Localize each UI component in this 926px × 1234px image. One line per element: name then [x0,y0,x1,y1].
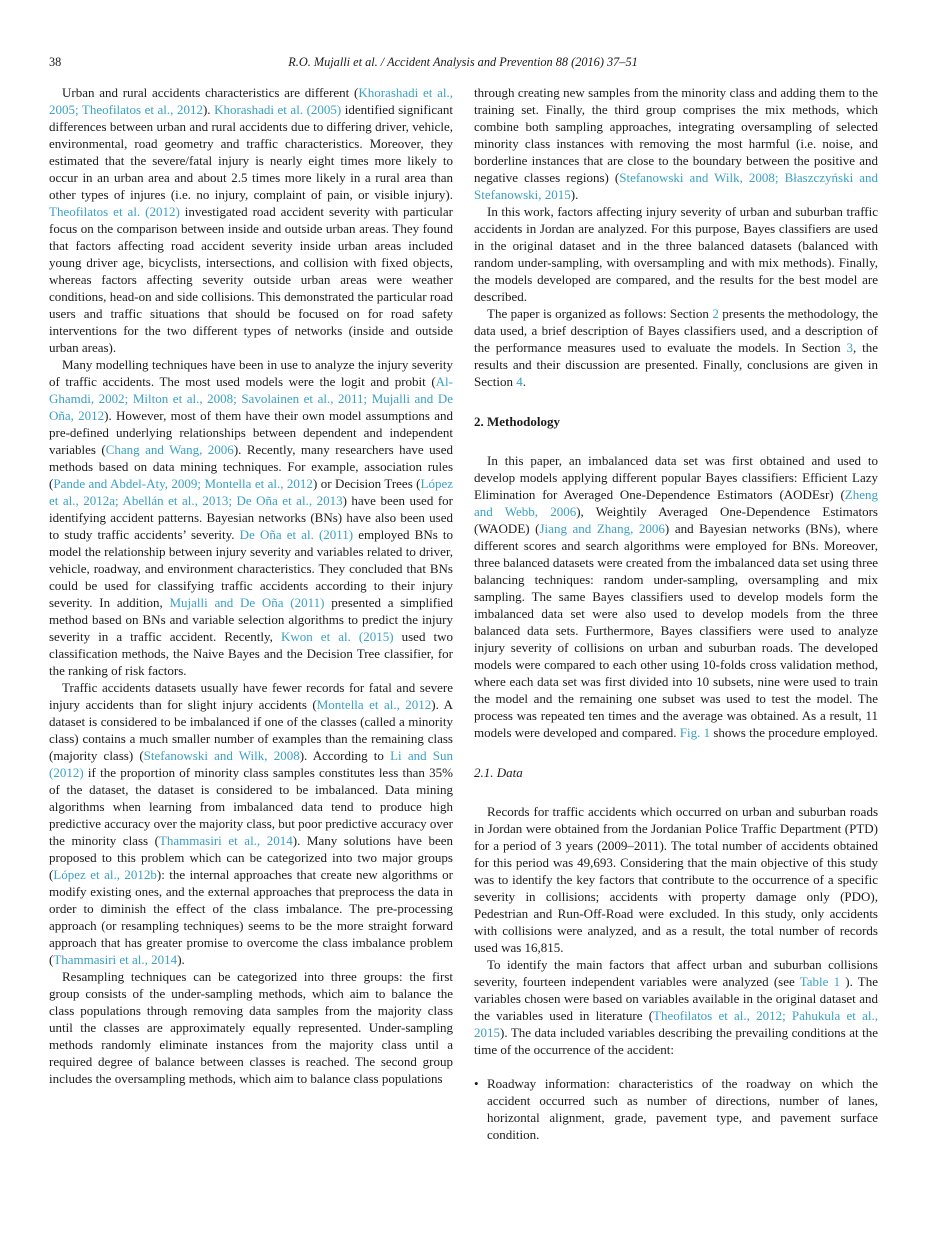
page-number: 38 [49,55,62,69]
citation-link[interactable]: Thammasiri et al., 2014 [53,952,178,967]
paragraph [49,84,453,356]
citation-link[interactable]: Montella et al., 2012 [316,697,432,712]
body-text: shows the procedure employed. [710,725,878,740]
citation-link[interactable]: Khorashadi et al. (2005) [214,102,342,117]
body-text: ). A dataset is considered to be imbalanced if one of the classes (called a minority class) contains a much smaller number of examples than the remaining class (majority class) ( [49,697,453,763]
body-text: ) and Bayesian networks (BNs), where different scores and search algorithms were employed for BNs. Moreover, three balanced datasets were created from the imbalanced data set using three balancing techniques: random under-sampling, oversampling and mix sampling. The same Bayes classifiers used to develop models form the imbalanced data set were also used to develop models from the three balanced data sets. Furthermore, Bayes classifiers were used to analyze injury severity of collisions on urban and suburban roads. The developed models were compared to each other using 10-folds cross validation method, where each data set was first divided into 10 subsets, nine were used to train the model and the remaining one subset was used to test the model. The process was repeated ten times and the average was obtained. As a result, 11 models were developed and compared. [474,521,878,740]
paragraph [474,956,878,1058]
body-text: ). According to [299,748,391,763]
body-text: through creating new samples from the minority class and adding them to the training set. Finally, the third group comprises the mix methods, which combine both sampling approaches, integrating oversampling of selected minority class instances with removing the most harmful (i.e. noise, and borderline instances that are close to the boundary between the positive and negative classes regions) ( [474,85,878,185]
section-heading: 2. Methodology [474,414,560,429]
body-text: ): the internal approaches that create new algorithms or modify existing ones, and the external approaches that preprocess the data in order to diminish the effect of the class imbalance. The pre-processing approach (or resampling techniques) seems to be the more straight forward approach that has greater promise to overcome the class imbalance problem ( [49,867,453,967]
citation-link[interactable]: Fig. 1 [679,725,711,740]
citation-link[interactable]: Theofilatos et al. (2012) [49,204,180,219]
citation-link[interactable]: Table 1 [799,974,841,989]
body-text: ). The data included variables describing the prevailing conditions at the time of the occurrence of the accident: [474,1025,878,1057]
citation-link[interactable]: 2 [712,306,719,321]
body-text: Many modelling techniques have been in use to analyze the injury severity of traffic accidents. The most used models were the logit and probit ( [49,357,453,389]
body-text: used two classification methods, the Naive Bayes and the Decision Tree classifier, for the ranking of risk factors. [49,629,453,678]
page-header [49,55,877,71]
body-text: investigated road accident severity with particular focus on the comparison between inside and outside urban areas. They found that factors affecting road accident severity inside urban areas included young driver age, bicyclists, intersections, and collision with fixed objects, whereas factors affecting severity outside urban areas were weather conditions, head-on and side collisions. This demonstrated the particular road users and traffic situations that should be focused on for road safety interventions for the two different types of networks (inside and outside urban areas). [49,204,453,355]
body-text: ). Recently, many researchers have used methods based on data mining techniques. For example, association rules ( [49,442,453,491]
body-text: ). [202,102,215,117]
body-text: ) have been used for identifying accident patterns. Bayesian networks (BNs) have also been used to study traffic accidents’ severity. [49,493,453,542]
citation-link[interactable]: Theofilatos et al., 2012; Pahukula et al., 2015 [474,1008,878,1040]
citation-link[interactable]: Jiang and Zhang, 2006 [539,521,665,536]
citation-link[interactable]: Pande and Abdel-Aty, 2009; Montella et al., 2012 [53,476,313,491]
citation-link[interactable]: Al-Ghamdi, 2002; Milton et al., 2008; Savolainen et al., 2011; Mujalli and De Oña, 2012 [49,374,453,423]
body-text: ), Weightily Averaged One-Dependence Estimators (WAODE) ( [474,504,878,536]
running-head: R.O. Mujalli et al. / Accident Analysis and Prevention 88 (2016) 37–51 [288,55,638,69]
body-text: In this paper, an imbalanced data set was first obtained and used to develop models applying different popular Bayes classifiers: Efficient Lazy Elimination for Averaged One-Dependence Estimators (AODEsr) ( [474,453,878,502]
body-text: The paper is organized as follows: Section [487,306,713,321]
body-text: Urban and rural accidents characteristics are different ( [62,85,359,100]
body-text: To identify the main factors that affect urban and suburban collisions severity, fourteen independent variables were analyzed (see [474,957,878,989]
citation-link[interactable]: Li and Sun (2012) [49,748,453,780]
bullet-icon: • [474,1076,479,1091]
body-text: Resampling techniques can be categorized into three groups: the first group consists of the under-sampling methods, which aim to balance the class populations through removing data samples from the majority class until the classes are approximately equally represented. Under-sampling methods randomly eliminate instances from the majority class until a required degree of balance between classes is reached. The second group includes the oversampling methods, which aim to balance class populations [49,969,453,1086]
paragraph [474,305,878,390]
paragraph [49,356,453,679]
citation-link[interactable]: Mujalli and De Oña (2011) [169,595,325,610]
citation-link[interactable]: Zheng and Webb, 2006 [474,487,878,519]
body-text: presented a simplified method based on BNs and variable selection algorithms to predict the injury severity in a traffic accident. Recently, [49,595,453,644]
paragraph [474,84,878,203]
citation-link[interactable]: 4 [516,374,523,389]
citation-link[interactable]: Stefanowski and Wilk, 2008; Błaszczyński and Stefanowski, 2015 [474,170,879,202]
body-text: identified significant differences between urban and rural accidents due to differing driver, vehicle, environmental, road geometry and traffic characteristics. Moreover, they estimated that the severe/fatal injury is nearly eight times more likely to occur in an urban area and about 2.5 times more likely in a rural area than other types of injures (i.e. no injury, complaint of pain, or visible injury). [49,102,453,202]
citation-link[interactable]: 3 [846,340,853,355]
paragraph [474,452,878,741]
citation-link[interactable]: Thammasiri et al., 2014 [158,833,293,848]
citation-link[interactable]: Kwon et al. (2015) [280,629,394,644]
bullet-text [487,1076,878,1142]
body-text: employed BNs to model the relationship between injury severity and variables related to driver, vehicle, roadway, and environment characteristics. They concluded that BNs could be used for classifying traffic accidents according to their injury severity. In addition, [49,527,453,610]
two-column-body [49,84,878,1143]
body-text: , the results and their discussion are presented. Finally, conclusions are given in Section [474,340,878,389]
citation-link[interactable]: López et al., 2012a; Abellán et al., 2013; De Oña et al., 2013 [49,476,453,508]
citation-link[interactable]: López et al., 2012b [53,867,157,882]
paragraph [49,968,453,1087]
body-text: ). Many solutions have been proposed to this problem which can be categorized into two major groups ( [49,833,453,882]
body-text: ). The variables chosen were based on variables available in the original dataset and the variables used in literature ( [474,974,879,1023]
right-column [474,84,878,1143]
subsection-heading: 2.1. Data [474,765,523,780]
body-text: Traffic accidents datasets usually have fewer records for fatal and severe injury accidents than for slight injury accidents ( [49,680,453,712]
body-text: presents the methodology, the data used, a brief description of Bayes classifiers used, and a description of the performance measures used to evaluate the models. In Section [474,306,879,355]
left-column [49,84,453,1143]
body-text: ). [177,952,185,967]
bullet-list [474,1075,878,1143]
body-text: ). However, most of them have their own model assumptions and pre-defined underlying relationships between dependent and independent variables ( [49,408,453,457]
body-text: Roadway information: characteristics of the roadway on which the accident occurred such as number of directions, number of lanes, horizontal alignment, grade, pavement type, and pavement surface condition. [487,1076,878,1142]
body-text: . [522,374,526,389]
bullet-item [474,1075,878,1143]
citation-link[interactable]: Chang and Wang, 2006 [105,442,234,457]
body-text: In this work, factors affecting injury severity of urban and suburban traffic accidents in Jordan are analyzed. For this purpose, Bayes classifiers are used in the original dataset and in the three balanced datasets (balanced with random under-sampling, with oversampling and with mix methods). Finally, the models developed are compared, and the results for the best model are described. [474,204,878,304]
body-text: ). [570,187,579,202]
body-text: ) or Decision Trees ( [312,476,421,491]
body-text: if the proportion of minority class samples constitutes less than 35% of the dataset, the dataset is considered to be imbalanced. Data mining algorithms when learning from imbalanced data tend to produce high predictive accuracy over the majority class, but poor predictive accuracy over the minority class ( [49,765,453,848]
paragraph [474,803,878,956]
paragraph [49,679,453,968]
body-text: Records for traffic accidents which occurred on urban and suburban roads in Jordan were obtained from the Jordanian Police Traffic Department (PTD) for a period of 3 years (2009–2011). The total number of accidents obtained for this period was 49,693. Considering that the main objective of this study was to identify the key factors that contribute to the occurrence of a specific severity in collisions; accidents with property damage only (PDO), Pedestrian and Run-Off-Road were excluded. In this study, only accidents with collisions were analyzed, and as a result, the total number of records used was 16,815. [474,804,878,955]
citation-link[interactable]: Khorashadi et al., 2005; Theofilatos et al., 2012 [49,85,453,117]
paragraph [474,203,878,305]
citation-link[interactable]: De Oña et al. (2011) [239,527,354,542]
citation-link[interactable]: Stefanowski and Wilk, 2008 [143,748,300,763]
